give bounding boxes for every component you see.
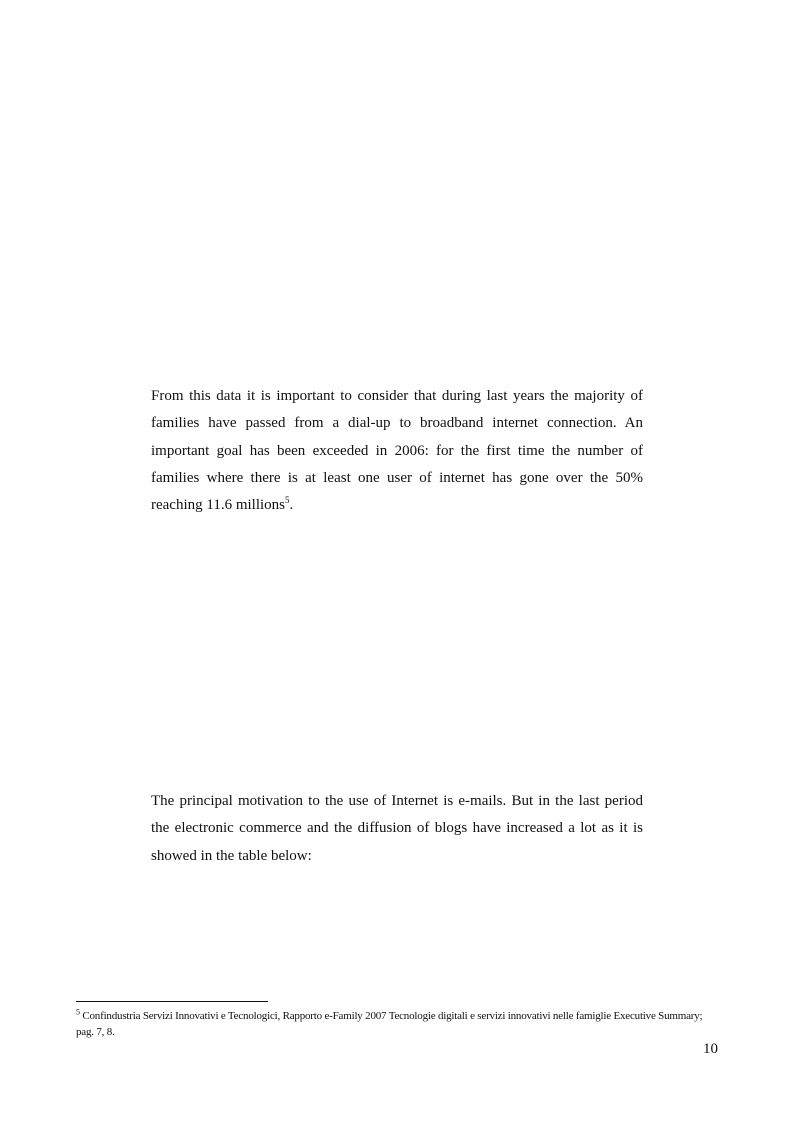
footnote xyxy=(76,1008,716,1040)
footnote-reference: 5 xyxy=(285,495,290,506)
footnote-number: 5 xyxy=(76,1007,80,1017)
paragraph-1-text: From this data it is important to consider that during last years the majority of families have passed from a dial-up to broadband internet connection. An important goal has been exceeded in 2006: for the first time the number of families where there is at least one user of internet has gone over the 50% reaching 11.6 millions xyxy=(151,388,643,514)
body-paragraph-2 xyxy=(151,788,643,870)
page-number: 10 xyxy=(703,1041,718,1057)
paragraph-1-trailing: . xyxy=(289,497,294,514)
paragraph-2-text: The principal motivation to the use of Internet is e-mails. But in the last period the electronic commerce and the diffusion of blogs have increased a lot as it is showed in the table below: xyxy=(151,793,643,864)
body-paragraph-1 xyxy=(151,383,643,519)
footnote-separator xyxy=(76,1001,268,1002)
footnote-text: Confindustria Servizi Innovativi e Tecnologici, Rapporto e-Family 2007 Tecnologie digitali e servizi innovativi nelle famiglie Executive Summary; pag. 7, 8. xyxy=(76,1010,703,1038)
